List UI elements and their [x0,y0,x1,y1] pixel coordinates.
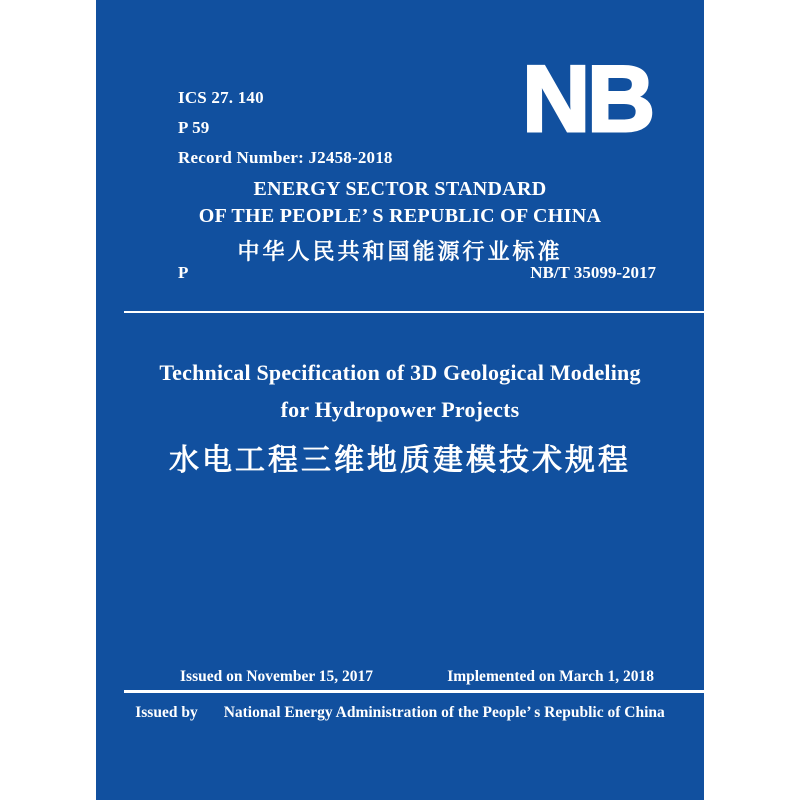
standard-org-en-line1: ENERGY SECTOR STANDARD [253,178,547,200]
issued-date: Issued on November 15, 2017 [180,668,374,685]
dates-row [180,668,654,686]
title-zh: 水电工程三维地质建模技术规程 [169,444,631,477]
main-title [96,354,704,479]
standard-cover [96,0,704,800]
doc-number: NB/T 35099-2017 [530,263,656,282]
nb-logo: NB [522,46,652,151]
classification-code: P 59 [178,118,210,137]
issued-by-row [96,704,704,722]
standard-header [96,176,704,266]
divider-top [124,311,704,313]
title-en-line2: for Hydropower Projects [280,397,520,422]
issued-by-label: Issued by [135,704,198,721]
record-number: Record Number: J2458-2018 [178,148,393,167]
ics-code: ICS 27. 140 [178,88,264,107]
standard-org-zh: 中华人民共和国能源行业标准 [237,239,563,264]
title-en-line1: Technical Specification of 3D Geological Modeling [159,360,641,385]
standard-org-en-line2: OF THE PEOPLE’ S REPUBLIC OF CHINA [198,205,602,227]
issued-by-value: National Energy Administration of the People’ s Republic of China [223,704,665,721]
implemented-date: Implemented on March 1, 2018 [447,668,654,685]
divider-bottom [124,690,704,693]
document-number-row [178,263,656,283]
ics-block [178,83,393,173]
doc-class: P [178,263,189,282]
